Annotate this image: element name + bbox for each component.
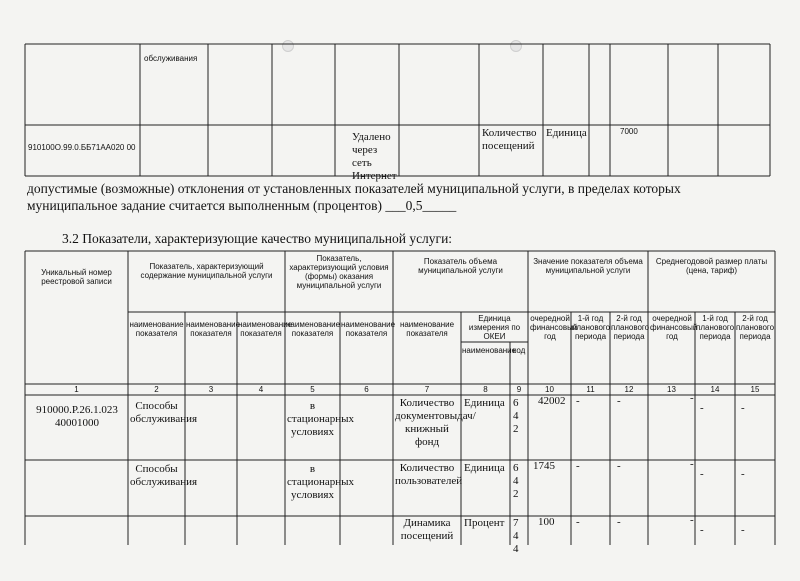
header-plan2-b: 2-й год планового периода xyxy=(736,314,775,341)
header-name-3: наименование показателя xyxy=(238,320,293,338)
section-title: 3.2 Показатели, характеризующие качество муниципальной услуги: xyxy=(62,231,453,246)
header-name-2: наименование показателя xyxy=(186,320,241,338)
top-row2-value: 7000 xyxy=(620,127,638,136)
col-number: 5 xyxy=(310,385,315,394)
top-row2-unit: Единица xyxy=(546,127,587,139)
col-number: 2 xyxy=(154,385,159,394)
row-unit: Процент xyxy=(464,517,505,529)
row-unit: Единица xyxy=(464,397,505,409)
header-fee: Среднегодовой размер платы (цена, тариф) xyxy=(655,257,768,275)
row-fee-plan2: - xyxy=(741,468,745,480)
col-number: 3 xyxy=(208,385,214,394)
col-number: 10 xyxy=(545,385,554,394)
header-name-1: наименование показателя xyxy=(129,320,184,338)
row-value-current: 1745 xyxy=(533,460,555,472)
deviation-line-1: допустимые (возможные) отклонения от установленных показателей муниципальной услуги, в пределах которых xyxy=(27,181,681,196)
header-okei-code: код xyxy=(512,346,526,355)
row-service-method: Способы обслуживания xyxy=(130,400,198,425)
header-value: Значение показателя объема муниципальной услуги xyxy=(533,257,643,275)
row-fee-current: - xyxy=(690,458,694,470)
row-fee-current: - xyxy=(690,392,694,404)
top-row2-code: 910100О.99.0.ББ71АА020 00 xyxy=(28,143,136,152)
col-number: 13 xyxy=(667,385,676,394)
row-okei-code: 744 xyxy=(513,517,519,555)
row-indicator: Количество пользователей xyxy=(395,462,463,487)
row-value-plan2: - xyxy=(617,460,621,472)
row-code: 910000.Р.26.1.023 40001000 xyxy=(36,404,118,429)
row-value-plan1: - xyxy=(576,460,580,472)
header-content: Показатель, характеризующий содержание муниципальной услуги xyxy=(140,262,273,280)
row-value-plan2: - xyxy=(617,516,621,528)
row-okei-code: 642 xyxy=(513,397,519,435)
header-okei-name: наименование xyxy=(462,346,517,355)
row-value-plan2: - xyxy=(617,395,621,407)
row-okei-code: 642 xyxy=(513,462,519,500)
header-current-1: очередной финансовый год xyxy=(530,314,578,341)
col-number: 11 xyxy=(586,385,595,394)
row-value-current: 42002 xyxy=(538,395,566,407)
row-value-plan1: - xyxy=(576,516,580,528)
header-conditions: Показатель, характеризующий условия (формы) оказания муниципальной услуги xyxy=(289,254,389,290)
header-volume: Показатель объема муниципальной услуги xyxy=(418,257,503,275)
col-number: 8 xyxy=(483,385,488,394)
row-fee-plan1: - xyxy=(700,524,704,536)
row-fee-plan2: - xyxy=(741,524,745,536)
row-condition: в стационарных условиях xyxy=(287,463,355,501)
header-okei: Единица измерения по ОКЕИ xyxy=(468,314,521,341)
row-indicator: Количество документовыдач/ книжный фонд xyxy=(395,397,476,448)
header-name-4: наименование показателя xyxy=(286,320,341,338)
row-unit: Единица xyxy=(464,462,505,474)
col-number: 14 xyxy=(710,385,720,394)
col-number: 4 xyxy=(258,385,264,394)
col-number: 6 xyxy=(364,385,369,394)
row-indicator: Динамика посещений xyxy=(400,517,454,542)
col-number: 1 xyxy=(74,385,79,394)
header-plan1-a: 1-й год планового периода xyxy=(572,314,611,341)
top-row2-indicator: Количество посещений xyxy=(482,127,537,152)
col-number: 9 xyxy=(516,385,522,394)
row-fee-current: - xyxy=(690,514,694,526)
row-condition: в стационарных условиях xyxy=(287,400,355,438)
col-number: 12 xyxy=(624,385,634,394)
row-fee-plan1: - xyxy=(700,402,704,414)
row-service-method: Способы обслуживания xyxy=(130,463,198,488)
col-number: 15 xyxy=(750,385,760,394)
header-current-2: очередной финансовый год xyxy=(650,314,698,341)
row-fee-plan2: - xyxy=(741,402,745,414)
row-fee-plan1: - xyxy=(700,468,704,480)
deviation-line-2: муниципальное задание считается выполненным (процентов) ___0,5_____ xyxy=(27,198,457,213)
row-value-current: 100 xyxy=(538,516,555,528)
header-plan2-a: 2-й год планового периода xyxy=(611,314,650,341)
row-value-plan1: - xyxy=(576,395,580,407)
top-row2-condition: Удалено через сеть Интернет xyxy=(352,131,397,182)
top-row1-text: обслуживания xyxy=(144,54,198,63)
header-registry: Уникальный номер реестровой записи xyxy=(41,268,112,286)
header-name-5: наименование показателя xyxy=(341,320,396,338)
header-plan1-b: 1-й год планового периода xyxy=(696,314,735,341)
header-name-6: наименование показателя xyxy=(399,320,455,338)
col-number: 7 xyxy=(424,385,430,394)
